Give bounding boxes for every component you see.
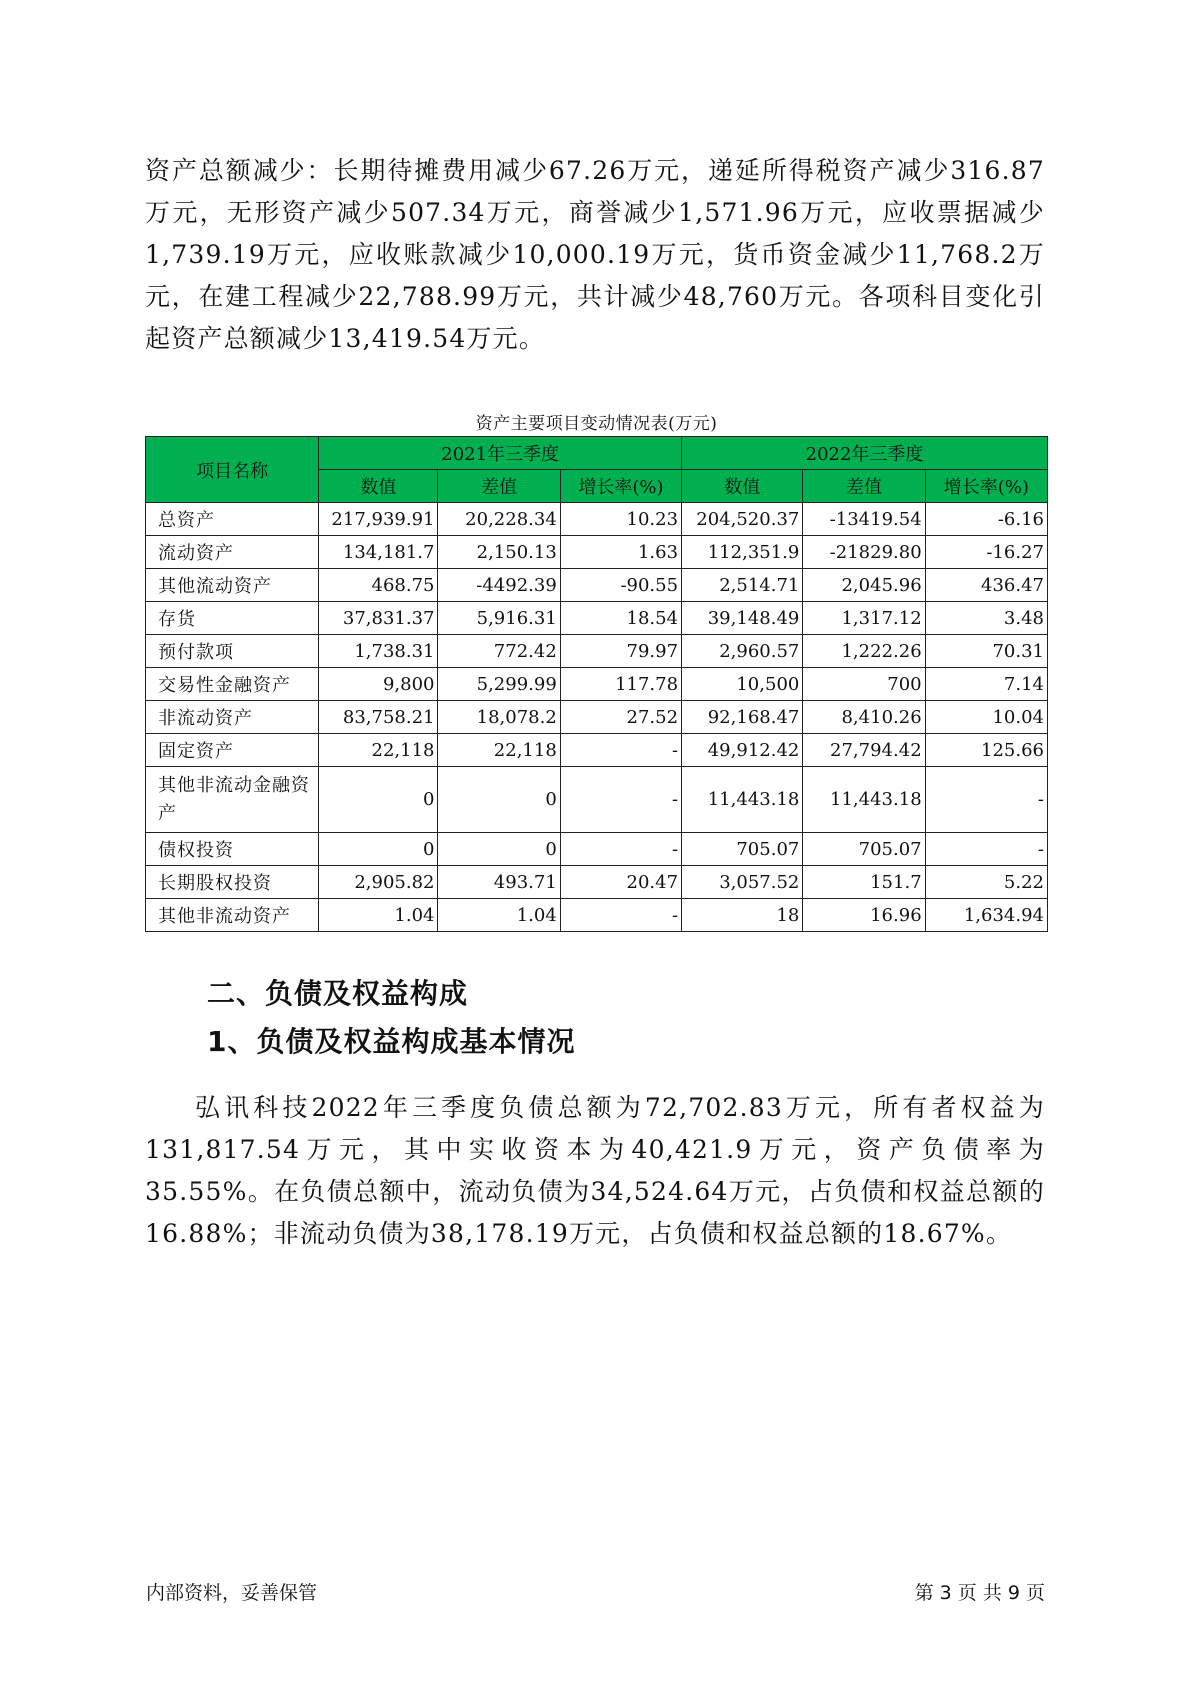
row-value-cell: 217,939.91 (319, 503, 438, 536)
row-value-cell: 151.7 (803, 866, 925, 899)
table-row (146, 767, 1048, 833)
row-value-cell: - (925, 833, 1047, 866)
table-body (146, 503, 1048, 932)
row-value-cell: 0 (319, 767, 438, 833)
row-value-cell: 0 (438, 767, 560, 833)
subheader-value: 数值 (682, 470, 803, 503)
row-value-cell: 700 (803, 668, 925, 701)
table-caption: 资产主要项目变动情况表(万元) (475, 414, 718, 434)
row-item-name: 非流动资产 (146, 701, 319, 734)
row-value-cell: 79.97 (560, 635, 681, 668)
row-value-cell: 18 (682, 899, 803, 932)
header-period-2022: 2022年三季度 (682, 437, 1048, 470)
row-value-cell: 705.07 (803, 833, 925, 866)
row-value-cell: 1,222.26 (803, 635, 925, 668)
row-value-cell: 27,794.42 (803, 734, 925, 767)
row-value-cell: -13419.54 (803, 503, 925, 536)
row-value-cell: 27.52 (560, 701, 681, 734)
table-row (146, 833, 1048, 866)
row-value-cell: 11,443.18 (803, 767, 925, 833)
row-value-cell: 436.47 (925, 569, 1047, 602)
row-value-cell: -90.55 (560, 569, 681, 602)
table-header-row (146, 437, 1048, 470)
body-paragraph-liabilities: 弘讯科技2022年三季度负债总额为72,702.83万元，所有者权益为131,817.54万元，其中实收资本为40,421.9万元，资产负债率为35.55%。在负债总额中，流动负债为34,524.64万元，占负债和权益总额的16.88%；非流动负债为38,178.19万元，占负债和权益总额的18.67%。 (145, 1093, 1045, 1248)
row-value-cell: 1,738.31 (319, 635, 438, 668)
row-value-cell: 493.71 (438, 866, 560, 899)
row-item-name: 其他非流动金融资产 (146, 767, 319, 833)
row-value-cell: 10,500 (682, 668, 803, 701)
row-value-cell: 9,800 (319, 668, 438, 701)
row-value-cell: 112,351.9 (682, 536, 803, 569)
row-value-cell: 1.63 (560, 536, 681, 569)
row-value-cell: 22,118 (319, 734, 438, 767)
subheader-difference: 差值 (438, 470, 560, 503)
row-item-name: 其他流动资产 (146, 569, 319, 602)
row-value-cell: 0 (319, 833, 438, 866)
row-value-cell: 705.07 (682, 833, 803, 866)
table-row (146, 602, 1048, 635)
row-value-cell: 70.31 (925, 635, 1047, 668)
section-heading: 二、负债及权益构成 (207, 977, 469, 1010)
row-value-cell: 1.04 (319, 899, 438, 932)
row-value-cell: - (560, 767, 681, 833)
row-value-cell: 10.04 (925, 701, 1047, 734)
row-value-cell: -16.27 (925, 536, 1047, 569)
row-value-cell: 468.75 (319, 569, 438, 602)
table-row (146, 536, 1048, 569)
subheader-value: 数值 (319, 470, 438, 503)
row-value-cell: 18,078.2 (438, 701, 560, 734)
table-row (146, 668, 1048, 701)
table-row (146, 899, 1048, 932)
row-value-cell: 16.96 (803, 899, 925, 932)
body-paragraph-asset-decrease: 资产总额减少：长期待摊费用减少67.26万元，递延所得税资产减少316.87万元，无形资产减少507.34万元，商誉减少1,571.96万元，应收票据减少1,739.19万元，应收账款减少10,000.19万元，货币资金减少11,768.2万元，在建工程减少22,788.99万元，共计减少48,760万元。各项科目变化引起资产总额减少13,419.54万元。 (145, 156, 1045, 353)
row-value-cell: 772.42 (438, 635, 560, 668)
row-value-cell: 11,443.18 (682, 767, 803, 833)
footer-confidential-note: 内部资料，妥善保管 (146, 1582, 318, 1604)
table-row (146, 701, 1048, 734)
subsection-heading: 1、负债及权益构成基本情况 (207, 1025, 576, 1058)
row-value-cell: 20.47 (560, 866, 681, 899)
row-value-cell: 5.22 (925, 866, 1047, 899)
subheader-growth-rate: 增长率(%) (560, 470, 681, 503)
row-value-cell: 49,912.42 (682, 734, 803, 767)
row-value-cell: 2,960.57 (682, 635, 803, 668)
row-value-cell: -4492.39 (438, 569, 560, 602)
row-item-name: 总资产 (146, 503, 319, 536)
row-item-name: 其他非流动资产 (146, 899, 319, 932)
row-value-cell: -21829.80 (803, 536, 925, 569)
row-value-cell: 22,118 (438, 734, 560, 767)
row-item-name: 预付款项 (146, 635, 319, 668)
row-value-cell: 18.54 (560, 602, 681, 635)
row-value-cell: 3.48 (925, 602, 1047, 635)
row-value-cell: -6.16 (925, 503, 1047, 536)
row-value-cell: 2,514.71 (682, 569, 803, 602)
row-value-cell: 134,181.7 (319, 536, 438, 569)
row-value-cell: 3,057.52 (682, 866, 803, 899)
table-row (146, 569, 1048, 602)
row-value-cell: 1.04 (438, 899, 560, 932)
row-value-cell: 2,905.82 (319, 866, 438, 899)
table-row (146, 503, 1048, 536)
footer-page-number: 第 3 页 共 9 页 (914, 1582, 1045, 1604)
row-value-cell: 1,634.94 (925, 899, 1047, 932)
row-item-name: 固定资产 (146, 734, 319, 767)
row-value-cell: 0 (438, 833, 560, 866)
row-value-cell: 125.66 (925, 734, 1047, 767)
row-value-cell: - (925, 767, 1047, 833)
row-item-name: 存货 (146, 602, 319, 635)
row-value-cell: 2,045.96 (803, 569, 925, 602)
row-value-cell: 39,148.49 (682, 602, 803, 635)
subheader-growth-rate: 增长率(%) (925, 470, 1047, 503)
row-value-cell: 5,916.31 (438, 602, 560, 635)
row-value-cell: 20,228.34 (438, 503, 560, 536)
row-value-cell: 83,758.21 (319, 701, 438, 734)
row-value-cell: 5,299.99 (438, 668, 560, 701)
row-value-cell: 1,317.12 (803, 602, 925, 635)
table-row (146, 635, 1048, 668)
row-value-cell: 204,520.37 (682, 503, 803, 536)
subheader-difference: 差值 (803, 470, 925, 503)
row-value-cell: 92,168.47 (682, 701, 803, 734)
row-value-cell: 10.23 (560, 503, 681, 536)
row-value-cell: 7.14 (925, 668, 1047, 701)
table-row (146, 866, 1048, 899)
row-item-name: 流动资产 (146, 536, 319, 569)
row-value-cell: - (560, 899, 681, 932)
row-value-cell: 8,410.26 (803, 701, 925, 734)
row-value-cell: 2,150.13 (438, 536, 560, 569)
asset-change-table (145, 436, 1048, 932)
row-value-cell: - (560, 833, 681, 866)
table-row (146, 734, 1048, 767)
row-item-name: 长期股权投资 (146, 866, 319, 899)
row-value-cell: 37,831.37 (319, 602, 438, 635)
row-value-cell: - (560, 734, 681, 767)
row-value-cell: 117.78 (560, 668, 681, 701)
header-period-2021: 2021年三季度 (319, 437, 682, 470)
header-item-name: 项目名称 (146, 437, 319, 503)
row-item-name: 交易性金融资产 (146, 668, 319, 701)
row-item-name: 债权投资 (146, 833, 319, 866)
